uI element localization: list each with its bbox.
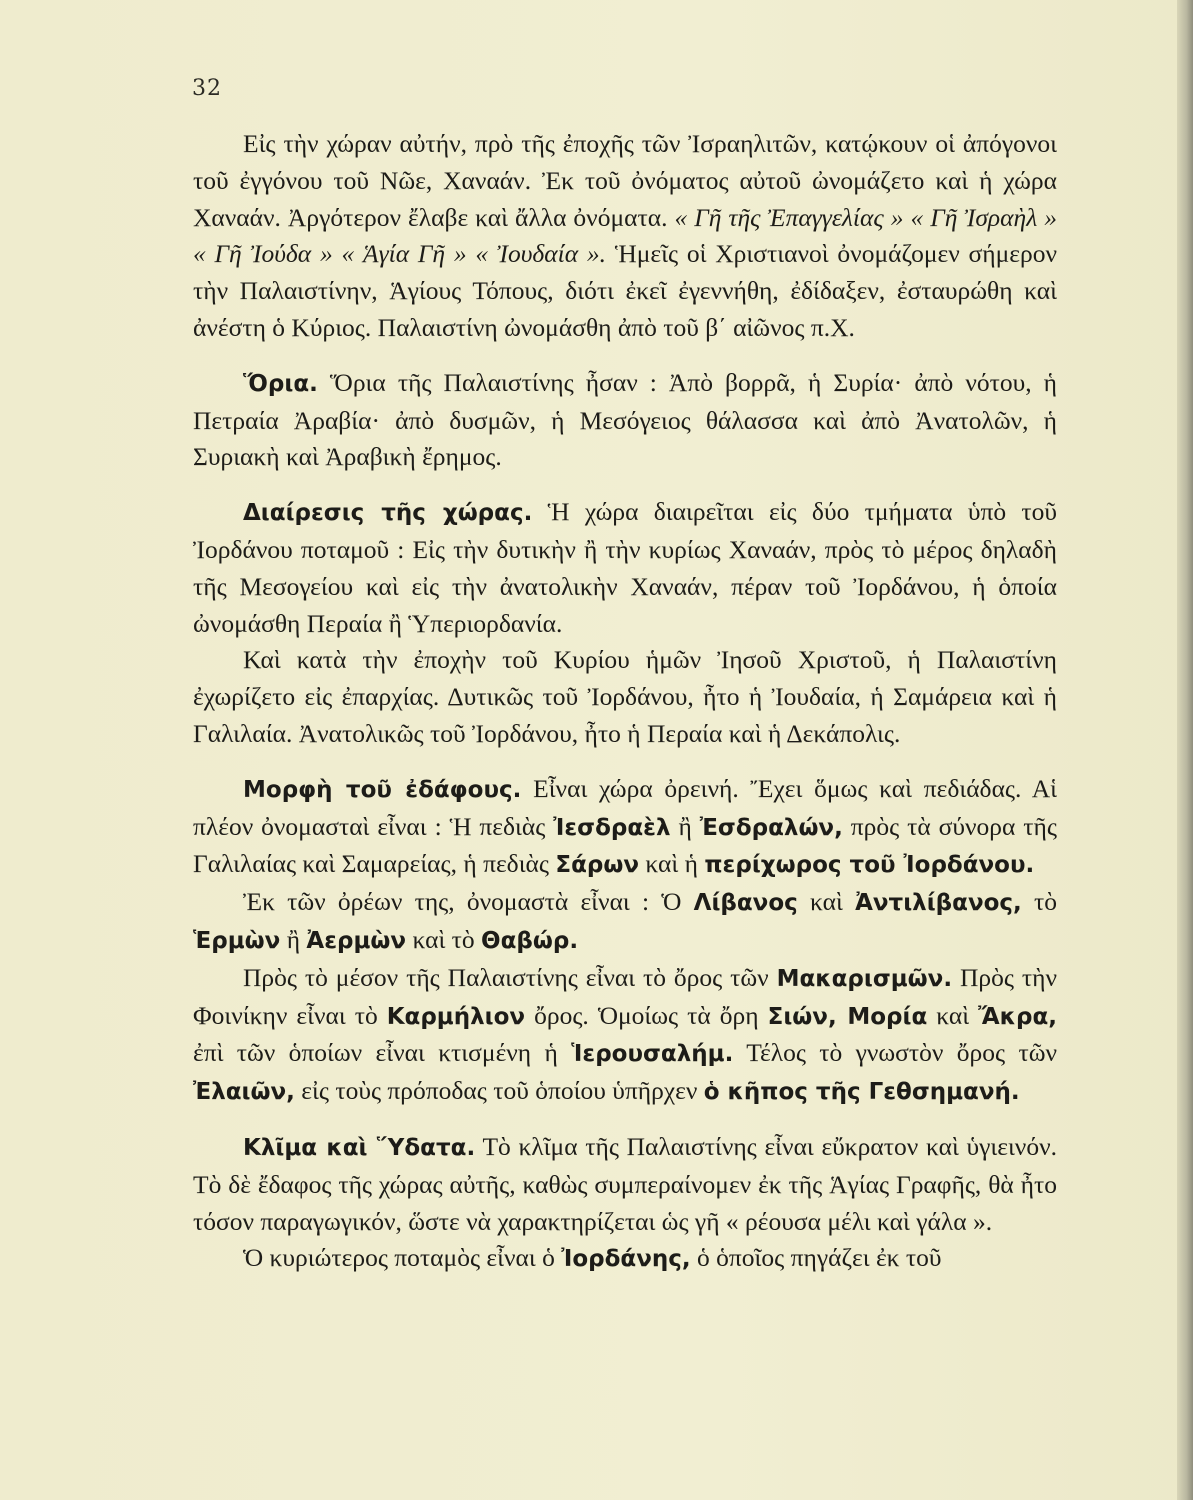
terrain-text: καὶ ἡ [645, 849, 698, 879]
term-jerusalem: Ἱερουσαλήμ. [571, 1041, 734, 1068]
term-akra: Ἄκρα, [978, 1003, 1058, 1030]
provinces-text: Καὶ κατὰ τὴν ἐποχὴν τοῦ Κυρίου ἡμῶν Ἰησοῦ Χριστοῦ, ἡ Παλαιστίνη ἐχωρίζετο εἰς ἐπαρχίας. Δυτικῶς τοῦ Ἰορδάνου, ἦτο ἡ Ἰουδαία, ἡ Σαμάρεια καὶ ἡ Γαλιλαία. Ἀνατολικῶς τοῦ Ἰορδάνου, ἦτο ἡ Περαία καὶ ἡ Δεκάπολις. [193, 645, 1057, 748]
rivers-text: Ὁ κυριώτερος ποταμὸς εἶναι ὁ [243, 1243, 555, 1273]
rivers-text: ὁ ὁποῖος πηγάζει ἐκ τοῦ [697, 1243, 942, 1273]
central-mountains-text: Πρὸς τὸ μέσον τῆς Παλαιστίνης εἶναι τὸ ὄρος τῶν [243, 962, 769, 992]
central-mountains-text: εἰς τοὺς πρόποδας τοῦ ὁποίου ὑπῆρχεν [301, 1076, 698, 1106]
division-text: Ἡ χώρα διαιρεῖται εἰς δύο τμήματα ὑπὸ τοῦ Ἰορδάνου ποταμοῦ : Εἰς τὴν δυτικὴν ἢ τὴν κυρίως Χαναάν, πρὸς τὸ μέρος δηλαδὴ τῆς Μεσογείου καὶ εἰς τὴν ἀνατολικὴν Χαναάν, πέραν τοῦ Ἰορδάνου, ἡ ὁποία ὠνομάσθη Περαία ἢ Ὑπεριορδανία. [193, 497, 1057, 638]
section-heading-borders: Ὅρια. [243, 370, 318, 397]
paragraph-division [193, 494, 1057, 642]
mountains-text: καὶ τὸ [412, 924, 475, 954]
mountains-text: Ἐκ τῶν ὀρέων της, ὀνομαστὰ εἶναι : Ὁ [243, 887, 682, 917]
land-name-judea: « Ἰουδαία ». [475, 239, 607, 269]
section-heading-division: Διαίρεσις τῆς χώρας. [243, 500, 533, 527]
term-gethsemane: ὁ κῆπος τῆς Γεθσημανή. [703, 1079, 1020, 1106]
term-jordan-river: Ἰορδάνης, [561, 1246, 691, 1273]
term-sharon: Σάρων [555, 852, 640, 879]
page-binding-edge [1177, 0, 1193, 1500]
paragraph-climate [193, 1129, 1057, 1240]
body-text [193, 126, 1057, 1278]
paragraph-provinces [193, 642, 1057, 752]
term-esdraelon: Ἐσδραλών, [699, 814, 843, 841]
climate-text: Τὸ κλῖμα τῆς Παλαιστίνης εἶναι εὔκρατον καὶ ὑγιεινόν. Τὸ δὲ ἔδαφος τῆς χώρας αὐτῆς, καθὼς συμπεραίνομεν ἐκ τῆς Ἁγίας Γραφῆς, θὰ ἦτο τόσον παραγωγικόν, ὥστε νὰ χαρακτηρίζεται ὡς γῆ « ρέουσα μέλι καὶ γάλα ». [193, 1131, 1057, 1236]
central-mountains-text: ὄρος. Ὁμοίως τὰ ὄρη [534, 1000, 759, 1030]
term-antilebanon: Ἀντιλίβανος, [855, 890, 1022, 917]
borders-text: Ὅρια τῆς Παλαιστίνης ἦσαν : Ἀπὸ βορρᾶ, ἡ Συρία· ἀπὸ νότου, ἡ Πετραία Ἀραβία· ἀπὸ δυσμῶν, ἡ Μεσόγειος θάλασσα καὶ ἀπὸ Ἀνατολῶν, ἡ Συριακὴ καὶ Ἀραβικὴ ἔρημος. [193, 367, 1058, 472]
term-zion-moriah: Σιών, Μορία [767, 1003, 928, 1030]
term-olives: Ἐλαιῶν, [193, 1079, 295, 1106]
terrain-text: πρὸς τὰ σύνορα τῆς Γαλιλαίας καὶ Σαμαρείας, ἡ πεδιὰς [193, 811, 1057, 879]
central-mountains-text: Πρὸς τὴν Φοινίκην εἶναι τὸ [193, 962, 1058, 1030]
paragraph-central-mountains [193, 960, 1057, 1111]
term-jordan-region: περίχωρος τοῦ Ἰορδάνου. [704, 852, 1035, 879]
term-beatitudes: Μακαρισμῶν. [776, 965, 953, 992]
page-number: 32 [192, 76, 222, 101]
central-mountains-text: καὶ [936, 1000, 970, 1030]
term-carmel: Καρμήλιον [386, 1003, 526, 1030]
land-name-promise: « Γῆ τῆς Ἐπαγγελίας » [674, 202, 904, 232]
terrain-text: ἢ [678, 811, 692, 841]
land-name-judah: « Γῆ Ἰούδα » [193, 239, 333, 269]
paragraph-mountains [193, 884, 1057, 960]
term-hermon: Ἑρμὼν [193, 927, 281, 954]
section-heading-terrain: Μορφὴ τοῦ ἐδάφους. [243, 776, 522, 803]
intro-text-continued: Ἡμεῖς οἱ Χριστιανοὶ ὀνομάζομεν σήμερον τὴν Παλαιστίνην, Ἁγίους Τόπους, διότι ἐκεῖ ἐγεννήθη, ἐδίδαξεν, ἐσταυρώθη καὶ ἀνέστη ὁ Κύριος. Παλαιστίνη ὠνομάσθη ἀπὸ τοῦ β΄ αἰῶνος π.Χ. [193, 239, 1057, 342]
land-name-holy: « Ἁγία Γῆ » [341, 239, 467, 269]
paragraph-intro [193, 126, 1057, 347]
central-mountains-text: ἐπὶ τῶν ὁποίων εἶναι κτισμένη ἡ [193, 1038, 558, 1068]
central-mountains-text: Τέλος τὸ γνωστὸν ὄρος τῶν [746, 1038, 1058, 1068]
term-jezreel: Ἰεσδραὲλ [553, 814, 671, 841]
land-name-israel: « Γῆ Ἰσραὴλ » [910, 202, 1058, 232]
intro-text: Εἰς τὴν χώραν αὐτήν, πρὸ τῆς ἐποχῆς τῶν Ἰσραηλιτῶν, κατῴκουν οἱ ἀπόγονοι τοῦ ἐγγόνου τοῦ Νῶε, Χαναάν. Ἐκ τοῦ ὀνόματος αὐτοῦ ὠνομάζετο καὶ ἡ χώρα Χαναάν. Ἀργότερον ἔλαβε καὶ ἄλλα ὀνόματα. [193, 129, 1057, 232]
mountains-text: ἢ [286, 924, 301, 954]
term-tabor: Θαβώρ. [481, 927, 579, 954]
terrain-text: Εἶναι χώρα ὀρεινή. Ἔχει ὅμως καὶ πεδιάδας. Αἱ πλέον ὀνομασταὶ εἶναι : Ἡ πεδιὰς [193, 773, 1058, 841]
paragraph-borders [193, 365, 1057, 476]
term-lebanon: Λίβανος [693, 890, 798, 917]
mountains-text: τὸ [1034, 887, 1057, 917]
paragraph-terrain [193, 771, 1057, 884]
term-aermon: Ἀερμὼν [306, 927, 407, 954]
paragraph-rivers [193, 1240, 1057, 1278]
section-heading-climate: Κλῖμα καὶ Ὕδατα. [243, 1134, 476, 1161]
mountains-text: καὶ [810, 887, 843, 917]
